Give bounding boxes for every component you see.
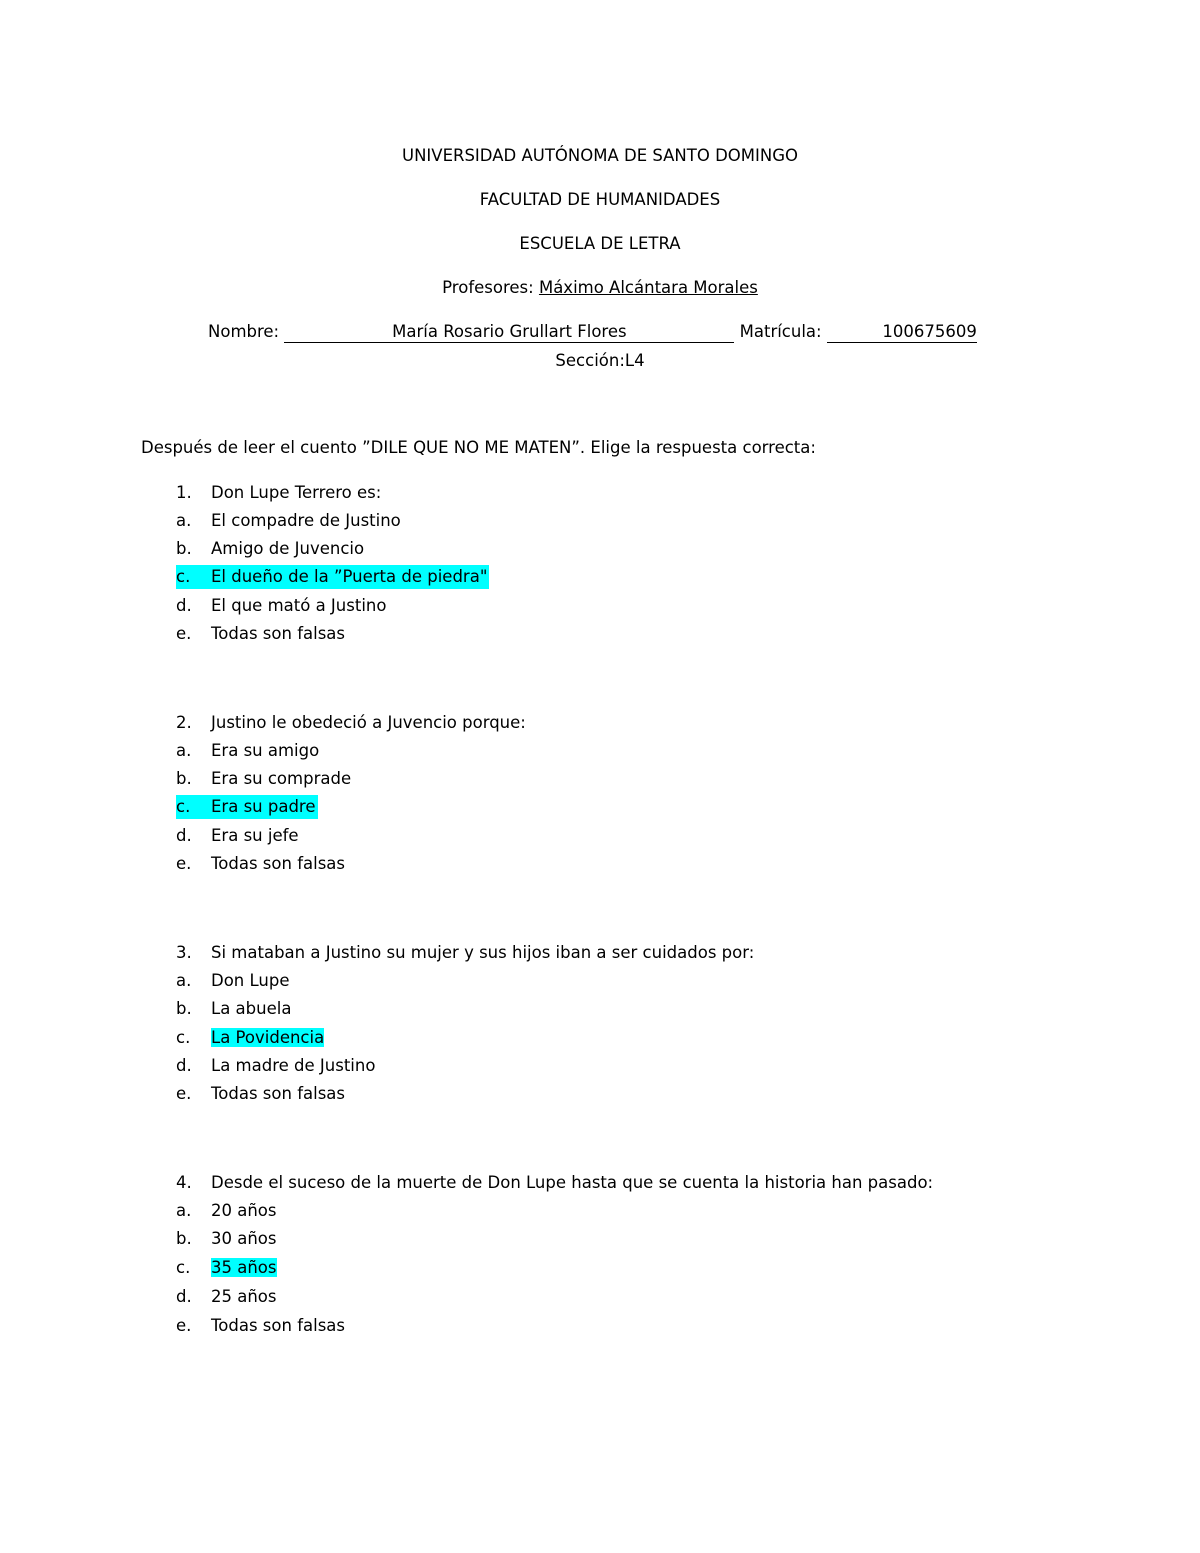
option-letter: d. <box>176 1287 192 1306</box>
option-2b <box>176 767 351 791</box>
option-text-highlighted: La Povidencia <box>211 1028 325 1047</box>
option-3d <box>176 1054 375 1078</box>
option-letter: c. <box>176 797 191 816</box>
option-letter: c. <box>176 1258 191 1277</box>
question-text: Don Lupe Terrero es: <box>211 483 382 502</box>
option-1c-highlighted <box>176 565 489 589</box>
option-4c <box>176 1256 277 1280</box>
option-letter: e. <box>176 1084 192 1103</box>
question-1 <box>176 481 381 505</box>
professor-name: Máximo Alcántara Morales <box>538 278 758 297</box>
option-1a <box>176 509 401 533</box>
option-letter: e. <box>176 854 192 873</box>
option-text: Era su jefe <box>211 826 299 845</box>
option-letter: e. <box>176 1316 192 1335</box>
option-text: Era su comprade <box>211 769 352 788</box>
option-letter: a. <box>176 1201 192 1220</box>
option-text: Todas son falsas <box>211 1316 345 1335</box>
option-text: El que mató a Justino <box>211 596 387 615</box>
option-letter: b. <box>176 539 192 558</box>
professor-label: Profesores: <box>442 278 539 297</box>
option-letter: a. <box>176 971 192 990</box>
option-1e <box>176 622 345 646</box>
question-number: 1. <box>176 483 192 502</box>
option-letter: e. <box>176 624 192 643</box>
question-text: Si mataban a Justino su mujer y sus hijos iban a ser cuidados por: <box>211 943 755 962</box>
professor-line <box>0 277 1200 299</box>
question-text: Justino le obedeció a Juvencio porque: <box>211 713 526 732</box>
question-3 <box>176 941 754 965</box>
option-4b <box>176 1227 277 1251</box>
university-title: UNIVERSIDAD AUTÓNOMA DE SANTO DOMINGO <box>402 146 798 165</box>
option-3e <box>176 1082 345 1106</box>
option-1b <box>176 537 364 561</box>
option-text: El compadre de Justino <box>211 511 401 530</box>
option-3a <box>176 969 290 993</box>
student-info-row <box>208 321 977 343</box>
option-2c-highlighted <box>176 795 318 819</box>
question-number: 4. <box>176 1173 192 1192</box>
option-2a <box>176 739 319 763</box>
option-text: Era su padre <box>211 797 316 816</box>
question-4 <box>176 1171 933 1195</box>
option-text: La abuela <box>211 999 292 1018</box>
option-2e <box>176 852 345 876</box>
option-3c <box>176 1026 324 1050</box>
option-text: Todas son falsas <box>211 1084 345 1103</box>
option-4a <box>176 1199 277 1223</box>
option-4d <box>176 1285 277 1309</box>
option-text: 20 años <box>211 1201 277 1220</box>
option-letter: b. <box>176 999 192 1018</box>
question-text: Desde el suceso de la muerte de Don Lupe hasta que se cuenta la historia han pasado: <box>211 1173 934 1192</box>
question-number: 3. <box>176 943 192 962</box>
option-letter: c. <box>176 1028 191 1047</box>
question-2 <box>176 711 526 735</box>
option-text: Todas son falsas <box>211 854 345 873</box>
school-title: ESCUELA DE LETRA <box>519 234 681 253</box>
option-letter: b. <box>176 769 192 788</box>
student-name: María Rosario Grullart Flores <box>284 322 734 343</box>
option-2d <box>176 824 299 848</box>
option-letter: d. <box>176 826 192 845</box>
option-text: La madre de Justino <box>211 1056 376 1075</box>
option-letter: a. <box>176 511 192 530</box>
option-letter: b. <box>176 1229 192 1248</box>
option-text: Amigo de Juvencio <box>211 539 365 558</box>
option-text: El dueño de la ”Puerta de piedra" <box>211 567 488 586</box>
option-text-highlighted: 35 años <box>211 1258 277 1277</box>
student-id: 100675609 <box>827 322 977 343</box>
option-text: Era su amigo <box>211 741 320 760</box>
instructions: Después de leer el cuento ”DILE QUE NO ME MATEN”. Elige la respuesta correcta: <box>141 438 816 457</box>
name-label: Nombre: <box>208 322 285 341</box>
option-letter: c. <box>176 567 191 586</box>
option-text: Don Lupe <box>211 971 290 990</box>
option-3b <box>176 997 291 1021</box>
option-text: 25 años <box>211 1287 277 1306</box>
option-text: 30 años <box>211 1229 277 1248</box>
option-letter: a. <box>176 741 192 760</box>
option-text: Todas son falsas <box>211 624 345 643</box>
question-number: 2. <box>176 713 192 732</box>
faculty-title: FACULTAD DE HUMANIDADES <box>479 190 721 209</box>
id-label: Matrícula: <box>739 322 827 341</box>
section-line: Sección:L4 <box>555 351 645 370</box>
option-letter: d. <box>176 596 192 615</box>
option-4e <box>176 1314 345 1338</box>
option-letter: d. <box>176 1056 192 1075</box>
option-1d <box>176 594 386 618</box>
